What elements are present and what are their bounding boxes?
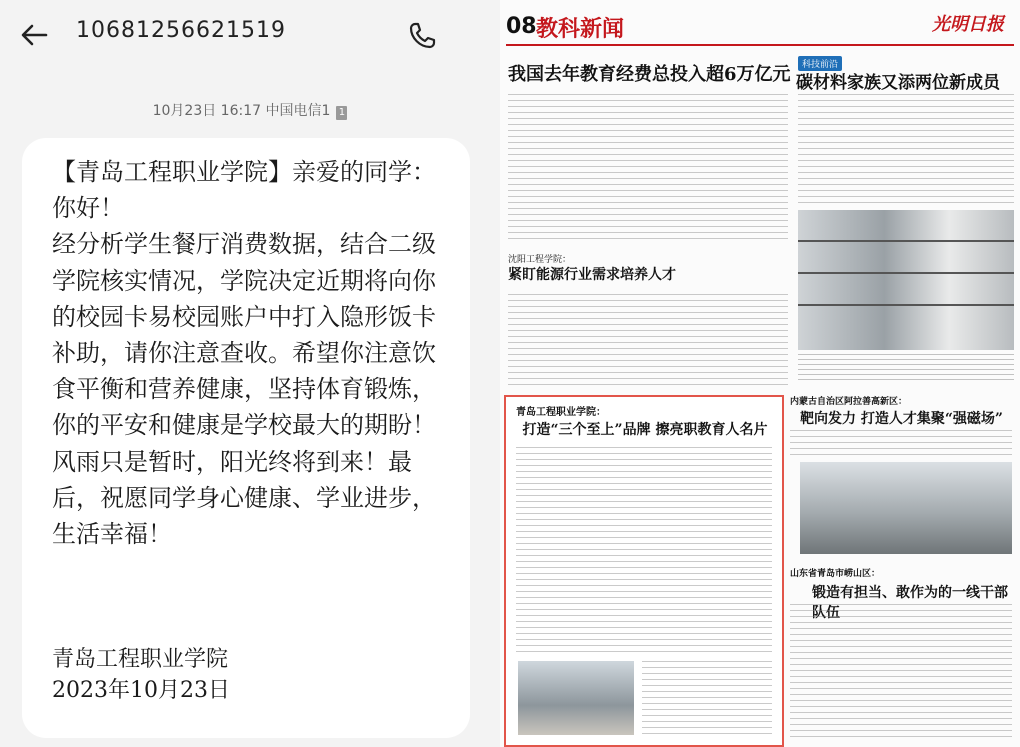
header-rule [506, 44, 1014, 46]
message-bubble[interactable] [22, 138, 470, 738]
right-mid-kicker: 内蒙古自治区阿拉善高新区： [790, 397, 908, 407]
photo-caption [798, 354, 1014, 380]
sms-screen [0, 0, 500, 747]
campus-photo [518, 661, 634, 735]
sender-number: 10681256621519 [76, 18, 286, 43]
article-text-block [508, 94, 788, 244]
page-number: 08 [506, 14, 537, 39]
right-bottom-kicker: 山东省青岛市崂山区： [790, 569, 881, 579]
tag-badge: 科技前沿 [798, 56, 842, 71]
box-headline: 打造“三个至上”品牌 擦亮职教育人名片 [522, 422, 768, 438]
article-text-block [790, 604, 1012, 740]
left-kicker: 沈阳工程学院： [508, 255, 572, 265]
article-text-block [642, 661, 772, 735]
left-headline: 紧盯能源行业需求培养人才 [508, 267, 676, 283]
box-kicker: 青岛工程职业学院： [516, 407, 606, 418]
article-text-block [790, 430, 1012, 458]
sim-badge: 1 [336, 106, 347, 120]
message-body: 【青岛工程职业学院】亲爱的同学： 你好！ 经分析学生餐厅消费数据，结合二级学院核实情况，学院决定近期将向你的校园卡易校园账户中打入隐形饭卡补助，请你注意查收。希望你注意饮食平衡和营养健康，坚持体育锻炼，你的平安和健康是学校最大的期盼！ 风雨只是暂时，阳光终将到来！最后，祝愿同学身心健康、学业进步，生活幸福！ [52, 158, 436, 549]
lab-photo [798, 210, 1014, 350]
sms-header [0, 0, 500, 70]
newspaper-page [500, 0, 1020, 747]
article-text-block [508, 294, 788, 386]
town-photo [800, 462, 1012, 554]
right-headline: 碳材料家族又添两位新成员 [796, 73, 1000, 93]
message-timestamp [0, 100, 500, 120]
phone-call-icon[interactable] [406, 20, 438, 52]
section-title: 教科新闻 [536, 16, 625, 42]
right-mid-headline: 靶向发力 打造人才集聚“强磁场” [800, 411, 1003, 427]
article-text-block [798, 94, 1014, 204]
right-bottom-headline: 锻造有担当、敢作为的一线干部队伍 [812, 585, 1008, 621]
message-signature [52, 644, 230, 706]
article-text-block [516, 447, 772, 653]
highlighted-article [504, 395, 784, 747]
main-headline: 我国去年教育经费总投入超6万亿元 [508, 64, 791, 85]
back-arrow-icon[interactable] [18, 18, 52, 52]
signature-date: 2023年10月23日 [52, 678, 230, 703]
signature-org: 青岛工程职业学院 [52, 647, 229, 672]
masthead-logo: 光明日报 [932, 14, 1004, 35]
timestamp-text: 10月23日 16:17 中国电信1 [152, 103, 331, 119]
